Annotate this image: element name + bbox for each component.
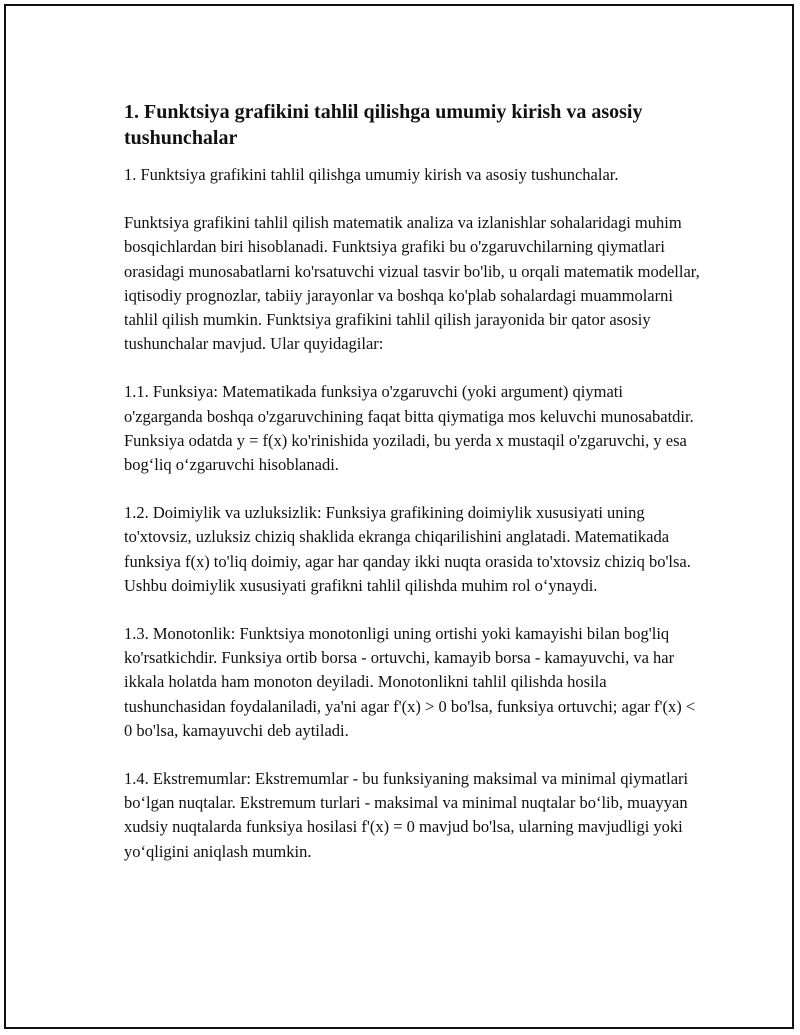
paragraph-introduction: Funktsiya grafikini tahlil qilish matematik analiza va izlanishlar sohalaridagi muhim bosqichlardan biri hisoblanadi. Funktsiya grafiki bu o'zgaruvchilarning qiymatlari orasidagi munosabatlarni ko'rsatuvchi vizual tasvir bo'lib, u orqali matematik modellar, iqtisodiy prognozlar, tabiiy jarayonlar va boshqa ko'plab sohalardagi muammolarni tahlil qilish mumkin. Funktsiya grafikini tahlil qilish jarayonida bir qator asosiy tushunchalar mavjud. Ular quyidagilar: [124,213,700,354]
paragraph-extremums: 1.4. Ekstremumlar: Ekstremumlar - bu funksiyaning maksimal va minimal qiymatlari bo‘lgan nuqtalar. Ekstremum turlari - maksimal va minimal nuqtalar bo‘lib, muayyan xudsiy nuqtalarda funksiya hosilasi f'(x) = 0 mavjud bo'lsa, ularning mavjudligi yoki yo‘qligini aniqlash mumkin. [124,769,689,861]
page-frame [4,4,794,1029]
document-body [124,99,704,864]
paragraph-intro-title: 1. Funktsiya grafikini tahlil qilishga umumiy kirish va asosiy tushunchalar. [124,165,619,184]
paragraph-monotonicity: 1.3. Monotonlik: Funktsiya monotonligi uning ortishi yoki kamayishi bilan bog'liq ko'rsatkichdir. Funksiya ortib borsa - ortuvchi, kamayib borsa - kamayuvchi, va har ikkala holatda ham monoton deyiladi. Monotonlikni tahlil qilishda hosila tushunchasidan foydalaniladi, ya'ni agar f'(x) > 0 bo'lsa, funksiya ortuvchi; agar f'(x) < 0 bo'lsa, kamayuvchi deb aytiladi. [124,624,696,740]
page-title: 1. Funktsiya grafikini tahlil qilishga umumiy kirish va asosiy tushunchalar [124,101,643,149]
paragraph-continuity: 1.2. Doimiylik va uzluksizlik: Funksiya grafikining doimiylik xususiyati uning to'xtovsiz, uzluksiz chiziq shaklida ekranga chiqarilishini anglatadi. Matematikada funksiya f(x) to'liq doimiy, agar har qanday ikki nuqta orasida to'xtovsiz chiziq bo'lsa. Ushbu doimiylik xususiyati grafikni tahlil qilishda muhim rol o‘ynaydi. [124,503,691,595]
paragraph-function: 1.1. Funksiya: Matematikada funksiya o'zgaruvchi (yoki argument) qiymati o'zgarganda boshqa o'zgaruvchining faqat bitta qiymatiga mos keluvchi munosabatdir. Funksiya odatda y = f(x) ko'rinishida yoziladi, bu yerda x mustaqil o'zgaruvchi, y esa bog‘liq o‘zgaruvchi hisoblanadi. [124,382,694,475]
